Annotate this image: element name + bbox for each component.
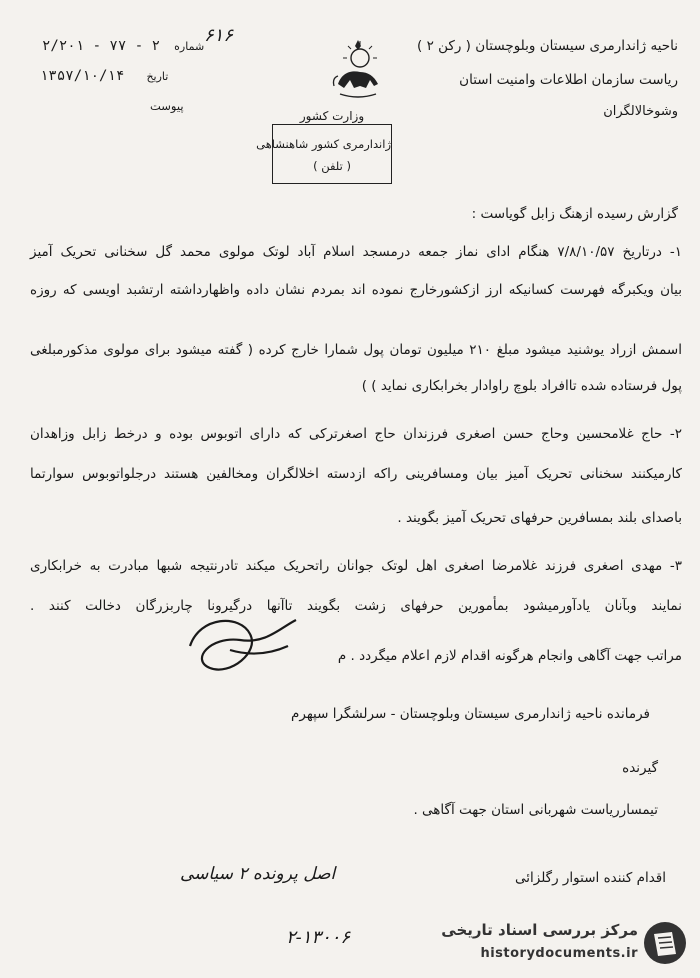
body-line: کارمیکنند سخنانی تحریک آمیز بیان ومسافرینی راکه ازدسته اخلالگران ومخالفین هستند درجلواتوبوس سوارتما [30,466,682,482]
body-line: ۱- درتاریخ ۷/۸/۱۰/۵۷ هنگام ادای نماز جمعه درمسجد اسلام آباد لوتک مولوی محمد گل سخنانی تحریک آمیز [30,244,682,260]
body-line: نمایند وبآنان یادآورمیشود بمأمورین حرفهای زشت بگویند تاآنها درگیرونا چاربزرگان دخالت کنند . [30,598,682,614]
body-line: ۳- مهدی اصغری فرزند غلامرضا اصغری اهل لوتک جوانان راتحریک میکند تادرنتیجه شبها مبادرت به خرابکاری [30,558,682,574]
archive-watermark [441,918,690,968]
body-line: پول فرستاده شده تاافراد بلوچ راوادار بخرابکاری نماید ) ) [361,378,682,394]
commander-signature-line: فرمانده ناحیه ژاندارمری سیستان وبلوچستان - سرلشگرا سپهرم [291,706,650,722]
handwritten-file-note: اصل پرونده ۲ سیاسی [180,864,336,884]
recipient-line: تیمسارریاست شهربانی استان جهت آگاهی . [413,802,658,818]
recipient-office: ریاست سازمان اطلاعات وامنیت استان [459,72,678,88]
recipient-subline: وشوخالالگران [603,104,678,119]
lion-and-sun-emblem [330,36,386,102]
stamp-ministry: وزارت کشور [299,109,365,123]
body-line: اسمش ازراد یوشنید میشود مبلغ ۲۱۰ میلیون تومان پول شمارا خارج کرده ( گفته میشود برای مولوی مذکورمبلغی [30,342,682,358]
body-line: بیان ویکبرگه فهرست کسانیکه ارز ازکشورخارج نموده اند بمردم نشان داده واظهارداشته ارتشبد اویسی که روزه [30,282,682,298]
issuing-office: ناحیه ژاندارمری سیستان وبلوچستان ( رکن ۲ ) [417,38,678,54]
recipients-label: گیرنده [622,760,658,776]
letter-date-label: تاریخ [146,70,169,83]
action-officer: اقدام کننده استوار رگلزائی [514,870,666,886]
watermark-title: مرکز بررسی اسناد تاریخی [441,921,638,939]
body-line: باصدای بلند بمسافرین حرفهای تحریک آمیز بگویند . [397,510,682,526]
handwritten-note: ۶۱۶ [204,25,234,46]
body-line: ۲- حاج غلامحسین وحاج حسن اصغری فرزندان حاج اصغرترکی که دارای اتوبوس بوده و درخط زابل وزاهدان [30,426,682,442]
letter-number-value: ۲/۲۰۱ - ۷۷ - ۲ [42,38,161,54]
letter-number-label: شماره [174,40,205,53]
letter-date-value: ۱۳۵۷/۱۰/۱۴ [40,68,125,84]
letter-date [40,68,168,85]
handwritten-signature [170,606,310,686]
report-intro: گزارش رسیده ازهنگ زابل گویاست : [471,206,678,222]
watermark-url: historydocuments.ir [480,946,638,961]
file-number: ۲-۱۳۰۰۶ [286,927,351,948]
archive-logo-icon [642,920,688,966]
attachment-label: پیوست [150,99,184,113]
gendarmerie-stamp [256,109,392,184]
body-closing-line: مراتب جهت آگاهی وانجام هرگونه اقدام لازم اعلام میگردد . م [337,648,682,664]
stamp-title: ژاندارمری کشور شاهنشاهی [256,137,391,151]
letter-number [42,38,204,55]
stamp-phone: ( تلفن ) [313,159,351,173]
